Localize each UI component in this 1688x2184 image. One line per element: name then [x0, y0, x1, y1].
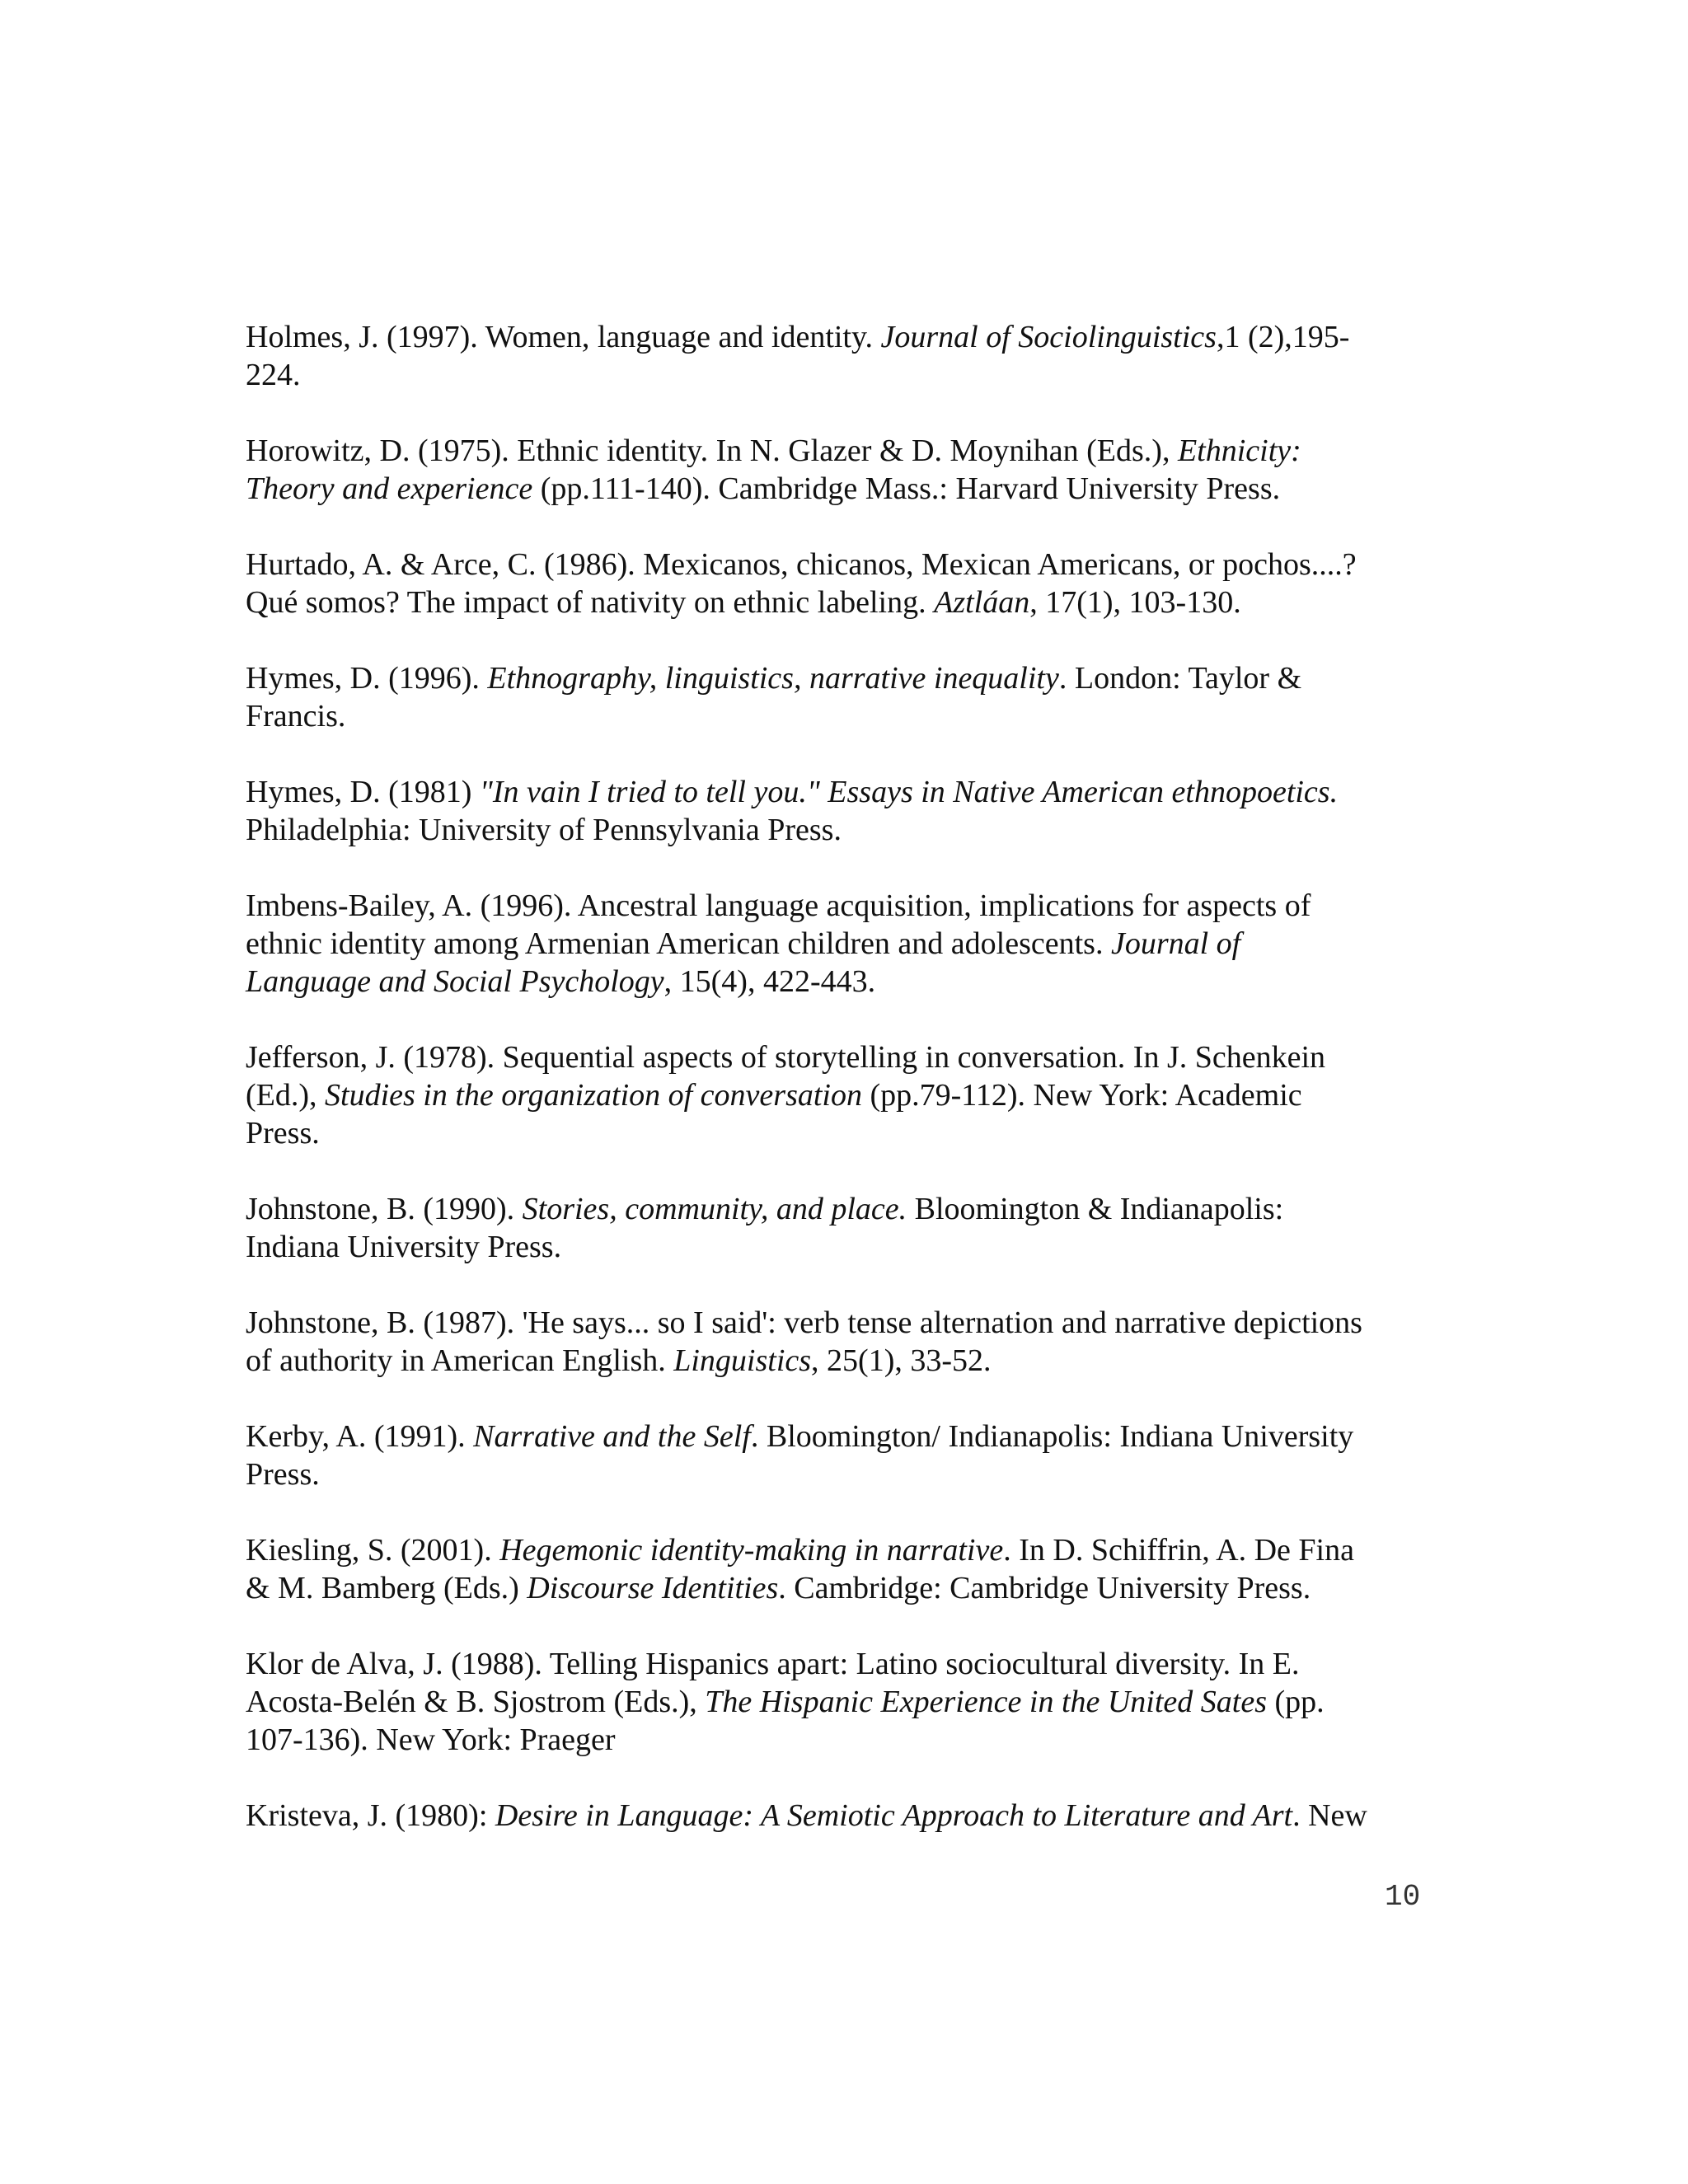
- reference-title: Stories, community, and place.: [522, 1192, 907, 1226]
- reference-text: Horowitz, D. (1975). Ethnic identity. In N. Glazer & D. Moynihan (Eds.),: [246, 434, 1178, 468]
- reference-title: Ethnicity:: [1177, 434, 1301, 468]
- reference-entry: [246, 887, 1449, 1001]
- reference-entry: [246, 1645, 1449, 1759]
- reference-text: Kerby, A. (1991).: [246, 1419, 474, 1454]
- reference-title: Linguistics: [673, 1343, 812, 1378]
- reference-title: Journal of Sociolinguistics: [880, 320, 1217, 354]
- reference-title: "In vain I tried to tell you." Essays in Native American ethnopoetics.: [479, 775, 1339, 809]
- reference-list: [246, 318, 1449, 1872]
- reference-entry: [246, 1038, 1449, 1152]
- reference-text: 107-136). New York: Praeger: [246, 1722, 616, 1757]
- reference-text: (pp.: [1267, 1685, 1325, 1719]
- reference-entry: [246, 1418, 1449, 1493]
- reference-text: (Ed.),: [246, 1078, 326, 1113]
- reference-entry: [246, 546, 1449, 621]
- reference-text: of authority in American English.: [246, 1343, 674, 1378]
- reference-entry: [246, 659, 1449, 735]
- reference-text: Bloomington & Indianapolis:: [907, 1192, 1284, 1226]
- reference-title: Desire in Language: A Semiotic Approach to Literature and Art: [495, 1798, 1293, 1833]
- reference-title: Journal of: [1110, 926, 1241, 961]
- reference-text: ethnic identity among Armenian American children and adolescents.: [246, 926, 1111, 961]
- reference-title: Ethnography, linguistics, narrative inequality: [487, 661, 1059, 696]
- reference-title: Hegemonic identity-making in narrative: [499, 1533, 1004, 1568]
- reference-text: Holmes, J. (1997). Women, language and identity.: [246, 320, 881, 354]
- reference-text: Indiana University Press.: [246, 1230, 562, 1264]
- reference-text: (pp.79-112). New York: Academic: [861, 1078, 1302, 1113]
- reference-text: . In D. Schiffrin, A. De Fina: [1003, 1533, 1354, 1568]
- reference-text: . New: [1292, 1798, 1367, 1833]
- reference-text: Imbens-Bailey, A. (1996). Ancestral language acquisition, implications for aspects of: [246, 888, 1311, 923]
- reference-text: Johnstone, B. (1990).: [246, 1192, 523, 1226]
- reference-title: Aztláan: [934, 585, 1030, 620]
- reference-title: Discourse Identities: [527, 1571, 779, 1605]
- reference-title: Theory and experience: [246, 471, 533, 506]
- reference-title: Language and Social Psychology: [246, 964, 664, 999]
- reference-text: Klor de Alva, J. (1988). Telling Hispanics apart: Latino sociocultural diversity. In E.: [246, 1647, 1300, 1681]
- reference-text: Press.: [246, 1116, 320, 1151]
- reference-text: , 25(1), 33-52.: [811, 1343, 992, 1378]
- reference-text: . Cambridge: Cambridge University Press.: [778, 1571, 1311, 1605]
- reference-text: Hymes, D. (1981): [246, 775, 480, 809]
- reference-text: , 15(4), 422-443.: [663, 964, 876, 999]
- reference-title: The Hispanic Experience in the United Sates: [705, 1685, 1267, 1719]
- reference-entry: [246, 318, 1449, 394]
- reference-entry: [246, 1531, 1449, 1607]
- reference-title: Narrative and the Self: [473, 1419, 751, 1454]
- reference-text: Johnstone, B. (1987). 'He says... so I said': verb tense alternation and narrative depictions: [246, 1305, 1362, 1340]
- reference-title: Studies in the organization of conversation: [325, 1078, 862, 1113]
- reference-text: 224.: [246, 358, 301, 392]
- reference-text: . London: Taylor &: [1058, 661, 1302, 696]
- reference-entry: [246, 432, 1449, 508]
- reference-text: Acosta-Belén & B. Sjostrom (Eds.),: [246, 1685, 706, 1719]
- reference-text: Qué somos? The impact of nativity on ethnic labeling.: [246, 585, 935, 620]
- reference-text: Jefferson, J. (1978). Sequential aspects of storytelling in conversation. In J. Schenkein: [246, 1040, 1326, 1075]
- reference-entry: [246, 773, 1449, 849]
- reference-text: Press.: [246, 1457, 320, 1492]
- page-number: 10: [1385, 1880, 1421, 1914]
- reference-entry: [246, 1190, 1449, 1266]
- reference-text: , 17(1), 103-130.: [1029, 585, 1241, 620]
- reference-text: Kiesling, S. (2001).: [246, 1533, 500, 1568]
- reference-text: Hymes, D. (1996).: [246, 661, 488, 696]
- reference-text: Philadelphia: University of Pennsylvania Press.: [246, 813, 842, 847]
- reference-text: Hurtado, A. & Arce, C. (1986). Mexicanos, chicanos, Mexican Americans, or pochos....?: [246, 547, 1357, 582]
- reference-text: Kristeva, J. (1980):: [246, 1798, 495, 1833]
- reference-text: ,1 (2),195-: [1216, 320, 1350, 354]
- reference-entry: [246, 1797, 1449, 1835]
- reference-text: . Bloomington/ Indianapolis: Indiana University: [750, 1419, 1354, 1454]
- reference-text: & M. Bamberg (Eds.): [246, 1571, 528, 1605]
- reference-text: (pp.111-140). Cambridge Mass.: Harvard University Press.: [532, 471, 1281, 506]
- reference-entry: [246, 1304, 1449, 1380]
- reference-text: Francis.: [246, 699, 346, 733]
